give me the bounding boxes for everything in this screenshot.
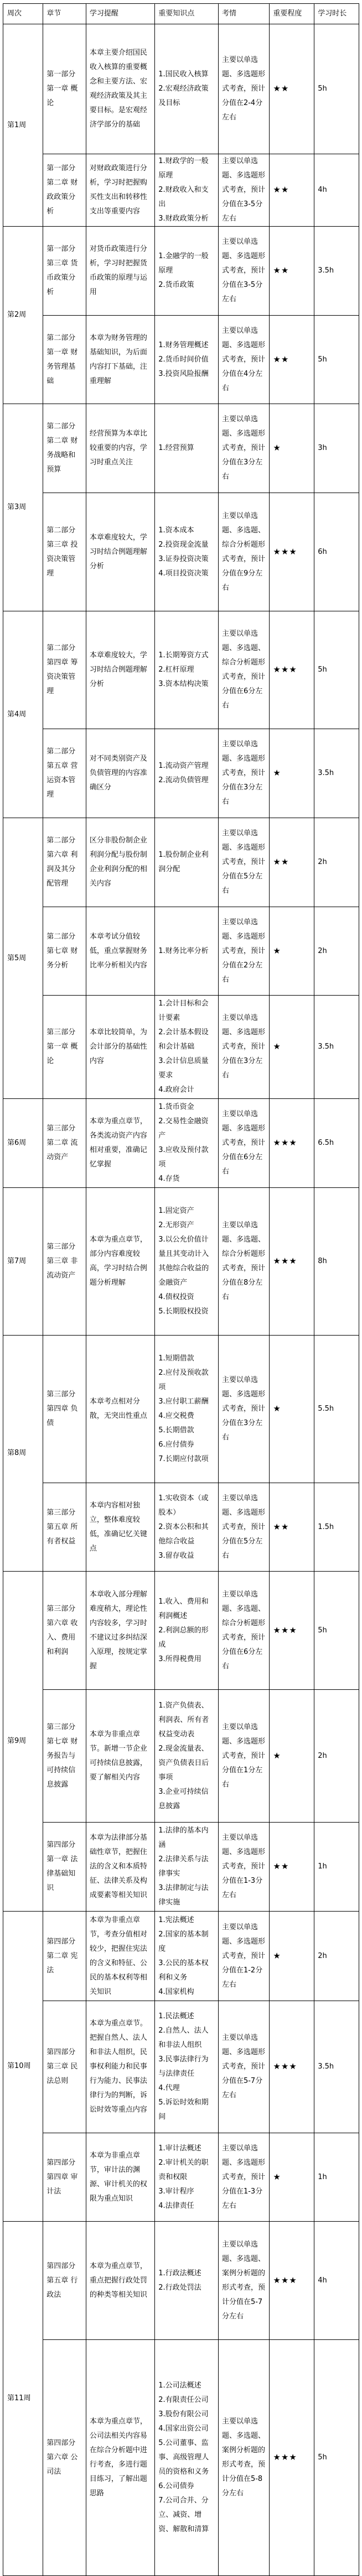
- star-rating-icon: ★★★: [273, 2275, 297, 2285]
- star-rating-icon: ★: [273, 945, 281, 956]
- table-row: [3, 24, 359, 154]
- exam-cell: 主要以单选题、多选题、综合分析题形式考查，预计分值在6分左右: [218, 611, 269, 729]
- week-cell: 第3周: [3, 404, 43, 611]
- importance-cell: [270, 404, 314, 493]
- header-hours: 学习时长: [314, 4, 359, 24]
- week-cell: 第2周: [3, 227, 43, 404]
- exam-cell: 主要以单选题、多选题、综合分析题形式考查，预计分值在6分左右: [218, 1572, 269, 1690]
- tip-cell: 本章考点相对分散，无突出性重点: [86, 1336, 154, 1483]
- tip-cell: 本章考试分值较低，重点掌握财务比率分析相关内容: [86, 907, 154, 996]
- table-row: [3, 316, 359, 404]
- hours-cell: 5h: [314, 2340, 359, 2576]
- tip-cell: 对财政政策进行分析，学习时把握购买性支出和转移性支出等重要内容: [86, 154, 154, 227]
- table-row: [3, 493, 359, 611]
- table-row: [3, 1188, 359, 1336]
- key-points-cell: [155, 996, 219, 1099]
- exam-cell: 主要以单选题、多选题形式考查，预计分值在1-3分左右: [218, 1823, 269, 1912]
- star-rating-icon: ★: [273, 1950, 281, 1961]
- chapter-cell: 第三部分第二章 流动资产: [43, 1099, 86, 1188]
- key-points-cell: [155, 154, 219, 227]
- tip-cell: 区分非股份制企业利润分配与股份制企业利润分配的相关内容: [86, 818, 154, 907]
- key-point-item: 4.代理: [158, 2084, 180, 2092]
- key-points-cell: [155, 404, 219, 493]
- key-point-item: 5.公司董事、监事、高级管理人员的资格和义务: [158, 2439, 209, 2476]
- key-point-item: 3.民事法律行为与法律责任: [158, 2055, 209, 2078]
- importance-cell: [270, 2001, 314, 2133]
- tip-cell: 本章收入部分理解难度稍大，理论性内容较多，学习时不建议过多纠结深入原理，按规定掌握: [86, 1572, 154, 1690]
- importance-cell: [270, 996, 314, 1099]
- tip-cell: 本章为非重点章节，考查分值相对较少，把握住宪法的含义和特征、公民的基本权利等相关知识: [86, 1912, 154, 2001]
- importance-cell: [270, 611, 314, 729]
- exam-cell: 主要以单选题、多选题形式考查，预计分值在5分左右: [218, 818, 269, 907]
- chapter-cell: 第二部分第三章 投资决策管理: [43, 493, 86, 611]
- hours-cell: 5h: [314, 611, 359, 729]
- key-point-item: 1.国民收入核算: [158, 70, 209, 78]
- key-point-item: 3.股份有限公司: [158, 2410, 209, 2418]
- week-cell: 第6周: [3, 1099, 43, 1188]
- key-point-item: 4.法律责任: [158, 2201, 194, 2210]
- key-point-item: 3.财政政策分析: [158, 214, 209, 223]
- key-points-cell: [155, 611, 219, 729]
- key-point-item: 3.法律制定与法律实施: [158, 1884, 209, 1907]
- key-points-cell: [155, 227, 219, 316]
- tip-cell: 本章为非重点章节，审计法的渊源、审计机关的权限为重点知识: [86, 2133, 154, 2222]
- importance-cell: [270, 154, 314, 227]
- key-point-item: 4.政府会计: [158, 1086, 194, 1094]
- key-points-cell: [155, 1483, 219, 1572]
- tip-cell: 本章为非重点章节。新增一节企业可持续信息披露，要了解相关内容: [86, 1690, 154, 1823]
- exam-cell: 主要以单选题、多选题形式考查，预计分值在1-2分左右: [218, 1912, 269, 2001]
- star-rating-icon: ★★: [273, 857, 289, 867]
- header-exam: 考情: [218, 4, 269, 24]
- table-row: [3, 154, 359, 227]
- key-point-item: 1.金融学的一般原理: [158, 252, 209, 275]
- chapter-cell: 第四部分第五章 行政法: [43, 2222, 86, 2340]
- key-point-item: 6.应付债券: [158, 1441, 194, 1449]
- importance-cell: [270, 2222, 314, 2340]
- key-point-item: 1.审计法概述: [158, 2144, 201, 2153]
- key-point-item: 3.所得税费用: [158, 1654, 201, 1663]
- hours-cell: 2h: [314, 1690, 359, 1823]
- key-point-item: 5.长期股权投资: [158, 1307, 209, 1316]
- table-row: [3, 1572, 359, 1690]
- chapter-cell: 第二部分第一章 财务管理基础: [43, 316, 86, 404]
- tip-cell: 本章为财务管理的基础知识，为后面内容打下基础，注重理解: [86, 316, 154, 404]
- key-point-item: 2.利润总额的形成: [158, 1626, 209, 1649]
- hours-cell: 3.5h: [314, 2001, 359, 2133]
- table-row: [3, 2340, 359, 2576]
- hours-cell: 1h: [314, 1823, 359, 1912]
- table-row: [3, 227, 359, 316]
- exam-cell: 主要以单选题、多选题、综合分析题形式考查，预计分值在9分左右: [218, 493, 269, 611]
- chapter-cell: 第一部分第三章 货币政策分析: [43, 227, 86, 316]
- table-row: [3, 1483, 359, 1572]
- tip-cell: 经营预算为本章比较重要的内容，学习时重点关注: [86, 404, 154, 493]
- table-row: [3, 907, 359, 996]
- hours-cell: 5h: [314, 1572, 359, 1690]
- key-point-item: 1.法律的基本内涵: [158, 1826, 209, 1849]
- star-rating-icon: ★★: [273, 1521, 289, 1532]
- exam-cell: 主要以单选题、多选题形式考查，预计分值在3-5分左右: [218, 227, 269, 316]
- exam-cell: 主要以单选题、多选题形式考查，预计分值在5-7分左右: [218, 2001, 269, 2133]
- exam-cell: 主要以单选题、多选题、综合分析题形式考查，预计分值在8分左右: [218, 1188, 269, 1336]
- exam-cell: 主要以单选题、多选题形式考查，预计分值在4分左右: [218, 316, 269, 404]
- key-points-cell: [155, 818, 219, 907]
- key-point-item: 1.行政法概述: [158, 2269, 201, 2277]
- importance-cell: [270, 2340, 314, 2576]
- table-row: [3, 404, 359, 493]
- star-rating-icon: ★: [273, 1750, 281, 1761]
- chapter-cell: 第四部分第六章 公司法: [43, 2340, 86, 2576]
- table-row: [3, 1912, 359, 2001]
- week-cell: 第10周: [3, 1912, 43, 2222]
- exam-cell: 主要以单选题、多选题形式考查，预计分值在6分左右: [218, 1099, 269, 1188]
- tip-cell: 本章比较简单，为会计部分的基础性内容: [86, 996, 154, 1099]
- key-point-item: 7.长期应付款项: [158, 1455, 209, 1463]
- key-point-item: 1.流动资产管理: [158, 762, 209, 770]
- header-tip: 学习提醒: [86, 4, 154, 24]
- key-points-cell: [155, 1912, 219, 2001]
- exam-cell: 主要以单选题、多选题形式考查，预计分值在3分左右: [218, 729, 269, 818]
- key-point-item: 5.长期借款: [158, 1426, 194, 1434]
- star-rating-icon: ★★★: [273, 1138, 297, 1148]
- hours-cell: 4h: [314, 2222, 359, 2340]
- hours-cell: 3.5h: [314, 227, 359, 316]
- star-rating-icon: ★: [273, 2171, 281, 2182]
- star-rating-icon: ★: [273, 443, 281, 453]
- table-row: [3, 2222, 359, 2340]
- tip-cell: 本章难度较大，学习时结合例题理解分析: [86, 493, 154, 611]
- study-plan-table: [3, 3, 359, 2576]
- importance-cell: [270, 24, 314, 154]
- key-point-item: 3.审计程序: [158, 2187, 194, 2196]
- key-point-item: 3.企业可持续信息披露: [158, 1787, 209, 1810]
- star-rating-icon: ★: [273, 768, 281, 778]
- hours-cell: 4h: [314, 154, 359, 227]
- key-point-item: 2.无形资产: [158, 1221, 194, 1229]
- table-row: [3, 611, 359, 729]
- key-point-item: 1.固定资产: [158, 1207, 194, 1215]
- star-rating-icon: ★: [273, 1404, 281, 1413]
- exam-cell: 主要以单选题、多选题形式考查，预计分值在2分左右: [218, 907, 269, 996]
- importance-cell: [270, 1099, 314, 1188]
- week-cell: 第9周: [3, 1572, 43, 1912]
- key-point-item: 4.国家出资公司: [158, 2425, 209, 2433]
- week-cell: 第11周: [3, 2222, 43, 2576]
- key-point-item: 1.经营预算: [158, 444, 194, 452]
- hours-cell: 2h: [314, 1912, 359, 2001]
- tip-cell: 对不同类别资产及负债管理的内容准确区分: [86, 729, 154, 818]
- star-rating-icon: ★★★: [273, 546, 297, 557]
- hours-cell: 5h: [314, 24, 359, 154]
- key-point-item: 1.实收资本（或股本）: [158, 1494, 209, 1517]
- key-points-cell: [155, 1572, 219, 1690]
- week-cell: 第7周: [3, 1188, 43, 1336]
- chapter-cell: 第三部分第七章 财务报告与可持续信息披露: [43, 1690, 86, 1823]
- key-point-item: 2.审计机关的职责和权限: [158, 2158, 209, 2181]
- key-point-item: 2.应付及预收款项: [158, 1369, 209, 1391]
- chapter-cell: 第二部分第五章 营运资本管理: [43, 729, 86, 818]
- tip-cell: 本章为法律部分基础性章节，把握住法的含义和本质特征、法律关系及构成要素等相关知识: [86, 1823, 154, 1912]
- key-points-cell: [155, 1690, 219, 1823]
- exam-cell: 主要以单选题、多选题形式考查，预计分值在2-4分左右: [218, 24, 269, 154]
- key-point-item: 4.应交税费: [158, 1412, 194, 1420]
- table-row: [3, 2001, 359, 2133]
- key-point-item: 2.货币政策: [158, 281, 194, 289]
- star-rating-icon: ★★★: [273, 2061, 297, 2071]
- hours-cell: 1.5h: [314, 1483, 359, 1572]
- importance-cell: [270, 493, 314, 611]
- hours-cell: 2h: [314, 907, 359, 996]
- key-point-item: 3.证券投资决策: [158, 554, 209, 563]
- week-cell: 第8周: [3, 1336, 43, 1572]
- key-point-item: 2.杠杆原理: [158, 666, 194, 674]
- key-point-item: 2.现金流量表、资产负债表日后事项: [158, 1744, 209, 1782]
- key-point-item: 7.公司合并、分立、减资、增资、解散和清算: [158, 2496, 209, 2533]
- chapter-cell: 第四部分第四章 审计法: [43, 2133, 86, 2222]
- importance-cell: [270, 1188, 314, 1336]
- chapter-cell: 第二部分第七章 财务分析: [43, 907, 86, 996]
- chapter-cell: 第三部分第五章 所有者权益: [43, 1483, 86, 1572]
- key-point-item: 1.资本成本: [158, 526, 194, 535]
- importance-cell: [270, 818, 314, 907]
- exam-cell: 主要以单选题、多选题、案例分析题的形式考查，预计分值在5-8分左右: [218, 2340, 269, 2576]
- star-rating-icon: ★: [273, 1041, 281, 1051]
- key-point-item: 2.会计基本假设和会计基础: [158, 1028, 209, 1051]
- tip-cell: 本章为重点章节，各类流动资产内容相对重要，准确记忆掌握: [86, 1099, 154, 1188]
- hours-cell: 2h: [314, 818, 359, 907]
- key-point-item: 2.资本公积和其他综合收益: [158, 1522, 209, 1546]
- hours-cell: 6h: [314, 493, 359, 611]
- key-point-item: 1.宪法概述: [158, 1915, 194, 1924]
- chapter-cell: 第二部分第四章 筹资决策管理: [43, 611, 86, 729]
- table-row: [3, 2133, 359, 2222]
- key-point-item: 3.以公允价值计量且其变动计入其他综合收益的金融资产: [158, 1235, 209, 1287]
- exam-cell: 主要以单选题、多选题形式考查，预计分值在3分左右: [218, 404, 269, 493]
- table-row: [3, 1690, 359, 1823]
- exam-cell: 主要以单选题、多选题形式考查，预计分值在3分左右: [218, 1336, 269, 1483]
- star-rating-icon: ★★: [273, 1861, 289, 1871]
- key-point-item: 2.投资现金流量: [158, 540, 209, 549]
- key-point-item: 1.财政学的一般原理: [158, 157, 209, 180]
- chapter-cell: 第四部分第一章 法律基础知识: [43, 1823, 86, 1912]
- hours-cell: 8h: [314, 1188, 359, 1336]
- key-point-item: 1.民法概述: [158, 2012, 194, 2020]
- key-point-item: 4.项目投资决策: [158, 569, 209, 578]
- key-point-item: 3.应收及预付款项: [158, 1146, 209, 1169]
- star-rating-icon: ★★★: [273, 1256, 297, 1266]
- chapter-cell: 第四部分第二章 宪法: [43, 1912, 86, 2001]
- importance-cell: [270, 1483, 314, 1572]
- key-point-item: 5.诉讼时效和期间: [158, 2098, 209, 2121]
- key-points-cell: [155, 2133, 219, 2222]
- tip-cell: 本章内容相对独立，整体难度较低，准确记忆关键点: [86, 1483, 154, 1572]
- key-point-item: 4.存货: [158, 1175, 180, 1183]
- key-point-item: 3.资本结构决策: [158, 680, 209, 688]
- chapter-cell: 第三部分第四章 负债: [43, 1336, 86, 1483]
- hours-cell: 5.5h: [314, 1336, 359, 1483]
- chapter-cell: 第四部分第三章 民法总则: [43, 2001, 86, 2133]
- exam-cell: 主要以单选题、多选题形式考查，预计分值在5分左右: [218, 1483, 269, 1572]
- importance-cell: [270, 1912, 314, 2001]
- exam-cell: 主要以单选题、多选题形式考查，预计分值在1分左右: [218, 1690, 269, 1823]
- header-week: 周次: [3, 4, 43, 24]
- key-point-item: 1.财务比率分析: [158, 946, 209, 955]
- key-point-item: 1.短期借款: [158, 1354, 194, 1363]
- key-point-item: 1.货币资金: [158, 1103, 194, 1111]
- tip-cell: 本章为重点章节，部分内容难度较高，学习时结合例题分析理解: [86, 1188, 154, 1336]
- hours-cell: 5h: [314, 316, 359, 404]
- header-chapter: 章节: [43, 4, 86, 24]
- table-header-row: [3, 4, 359, 24]
- star-rating-icon: ★★: [273, 83, 289, 93]
- key-point-item: 4.债权投资: [158, 1293, 194, 1301]
- key-points-cell: [155, 1823, 219, 1912]
- key-point-item: 1.会计目标和会计要素: [158, 999, 209, 1022]
- key-points-cell: [155, 1188, 219, 1336]
- key-point-item: 1.股份制企业利润分配: [158, 851, 209, 873]
- table-row: [3, 1336, 359, 1483]
- star-rating-icon: ★★★: [273, 2452, 297, 2462]
- exam-cell: 主要以单选题、多选题、案例分析题的形式考查，预计分值在5-7分左右: [218, 2222, 269, 2340]
- key-point-item: 2.国家的基本制度: [158, 1930, 209, 1953]
- hours-cell: 6.5h: [314, 1099, 359, 1188]
- table-body: [3, 24, 359, 2576]
- hours-cell: 3.5h: [314, 996, 359, 1099]
- tip-cell: 本章为重点章节，公司法相关内容易在综合分析题中进行考查，多进行题目练习，了解出题思路: [86, 2340, 154, 2576]
- tip-cell: 本章为重点章节，重点把握行政处罚的种类等相关知识: [86, 2222, 154, 2340]
- importance-cell: [270, 1572, 314, 1690]
- key-point-item: 3.应付职工薪酬: [158, 1397, 209, 1406]
- key-point-item: 1.公司法概述: [158, 2381, 201, 2390]
- chapter-cell: 第三部分第六章 收入、费用和利润: [43, 1572, 86, 1690]
- key-point-item: 6.公司债券: [158, 2482, 194, 2490]
- header-key-points: 重要知识点: [155, 4, 219, 24]
- exam-cell: 主要以单选题、多选题形式考查，预计分值在3-5分左右: [218, 154, 269, 227]
- key-points-cell: [155, 1336, 219, 1483]
- tip-cell: 对货币政策进行分析，学习时把握货币政策的原理与运用: [86, 227, 154, 316]
- tip-cell: 本章为重点章节。把握自然人、法人和非法人组织，民事权利能力和民事行为能力、民事法律行为的判断，诉讼时效等重点内容: [86, 2001, 154, 2133]
- tip-cell: 本章主要介绍国民收入核算的重要概念和主要方法、宏观经济政策及其主要目标。是宏观经济学部分的基础: [86, 24, 154, 154]
- key-point-item: 1.长期筹资方式: [158, 651, 209, 659]
- importance-cell: [270, 2133, 314, 2222]
- chapter-cell: 第二部分第二章 财务战略和预算: [43, 404, 86, 493]
- chapter-cell: 第一部分第一章 概论: [43, 24, 86, 154]
- key-point-item: 1.资产负债表、利润表、所有者权益变动表: [158, 1701, 209, 1739]
- importance-cell: [270, 227, 314, 316]
- key-point-item: 2.宏观经济政策及目标: [158, 85, 209, 107]
- importance-cell: [270, 316, 314, 404]
- key-point-item: 3.投资风险报酬: [158, 369, 209, 378]
- chapter-cell: 第三部分第三章 非流动资产: [43, 1188, 86, 1336]
- week-cell: 第4周: [3, 611, 43, 818]
- key-point-item: 2.有限责任公司: [158, 2396, 209, 2404]
- key-point-item: 3.公民的基本权利和义务: [158, 1959, 209, 1982]
- exam-cell: 主要以单选题、多选题形式考查，预计分值在1-3分左右: [218, 2133, 269, 2222]
- hours-cell: 1h: [314, 2133, 359, 2222]
- key-points-cell: [155, 2222, 219, 2340]
- key-points-cell: [155, 1099, 219, 1188]
- star-rating-icon: ★★: [273, 185, 289, 195]
- week-cell: 第5周: [3, 818, 43, 1099]
- chapter-cell: 第二部分第六章 利润及其分配管理: [43, 818, 86, 907]
- key-points-cell: [155, 493, 219, 611]
- hours-cell: 3.5h: [314, 729, 359, 818]
- key-point-item: 3.留存收益: [158, 1551, 194, 1560]
- hours-cell: 3h: [314, 404, 359, 493]
- key-point-item: 3.会计信息质量要求: [158, 1057, 209, 1080]
- star-rating-icon: ★★★: [273, 664, 297, 674]
- table-row: [3, 1099, 359, 1188]
- table-row: [3, 1823, 359, 1912]
- key-points-cell: [155, 907, 219, 996]
- chapter-cell: 第一部分第二章 财政政策分析: [43, 154, 86, 227]
- key-points-cell: [155, 24, 219, 154]
- tip-cell: 本章难度较大，学习时结合例题理解分析: [86, 611, 154, 729]
- key-points-cell: [155, 2340, 219, 2576]
- key-point-item: 2.行政处罚法: [158, 2283, 201, 2292]
- exam-cell: 主要以单选题、多选题形式考查，预计分值在3分左右: [218, 996, 269, 1099]
- chapter-cell: 第三部分第一章 概论: [43, 996, 86, 1099]
- key-points-cell: [155, 729, 219, 818]
- key-point-item: 2.自然人、法人和非法人组织: [158, 2027, 209, 2049]
- importance-cell: [270, 729, 314, 818]
- key-point-item: 2.法律关系与法律事实: [158, 1855, 209, 1878]
- key-point-item: 1.收入、费用和利润概述: [158, 1597, 209, 1620]
- table-row: [3, 996, 359, 1099]
- key-point-item: 2.财政收入和支出: [158, 186, 209, 208]
- key-points-cell: [155, 2001, 219, 2133]
- star-rating-icon: ★★★: [273, 1625, 297, 1635]
- importance-cell: [270, 1823, 314, 1912]
- table-row: [3, 818, 359, 907]
- importance-cell: [270, 1690, 314, 1823]
- table-row: [3, 729, 359, 818]
- importance-cell: [270, 1336, 314, 1483]
- header-importance: 重要程度: [270, 4, 314, 24]
- importance-cell: [270, 907, 314, 996]
- key-point-item: 2.流动负债管理: [158, 776, 209, 784]
- key-point-item: 1.财务管理概述: [158, 341, 209, 349]
- key-point-item: 4.国家机构: [158, 1987, 194, 1996]
- star-rating-icon: ★★: [273, 354, 289, 364]
- key-point-item: 2.货币时间价值: [158, 355, 209, 364]
- key-points-cell: [155, 316, 219, 404]
- week-cell: 第1周: [3, 24, 43, 227]
- key-point-item: 2.交易性金融资产: [158, 1117, 209, 1140]
- star-rating-icon: ★★: [273, 265, 289, 275]
